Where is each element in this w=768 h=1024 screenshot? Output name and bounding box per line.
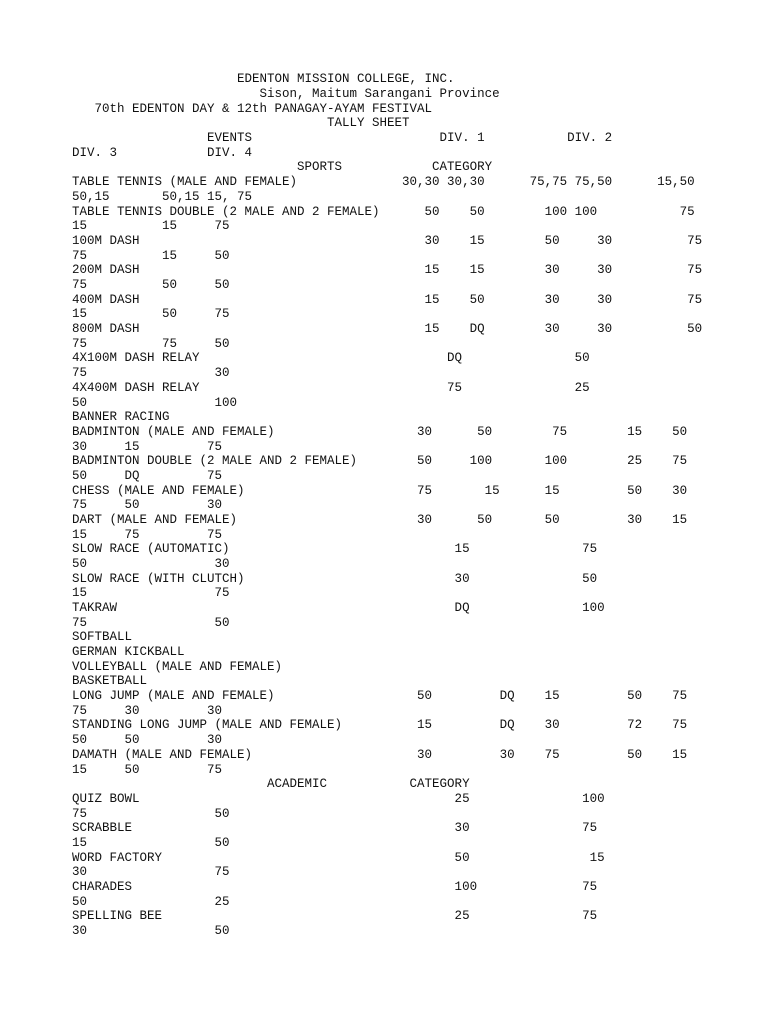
event-row-cont: 30 15 75 bbox=[72, 440, 223, 454]
event-row: WORD FACTORY 50 15 bbox=[72, 851, 605, 865]
event-row-cont: 15 75 bbox=[72, 586, 230, 600]
event-row-cont: 15 50 75 bbox=[72, 763, 223, 777]
event-row: SPELLING BEE 25 75 bbox=[72, 909, 598, 923]
column-header-row: EVENTS DIV. 1 DIV. 2 bbox=[72, 131, 613, 145]
event-row-cont: 50,15 50,15 15, 75 bbox=[72, 190, 253, 204]
event-row: 4X400M DASH RELAY 75 25 bbox=[72, 381, 590, 395]
event-row: SCRABBLE 30 75 bbox=[72, 821, 598, 835]
festival-title: 70th EDENTON DAY & 12th PANAGAY-AYAM FESTIVAL bbox=[72, 102, 433, 116]
event-row-cont: 75 50 50 bbox=[72, 278, 230, 292]
event-row-cont: 50 30 bbox=[72, 557, 230, 571]
event-row: DART (MALE AND FEMALE) 30 50 50 30 15 bbox=[72, 513, 688, 527]
event-row: CHESS (MALE AND FEMALE) 75 15 15 50 30 bbox=[72, 484, 688, 498]
sheet-title: TALLY SHEET bbox=[72, 116, 410, 130]
college-address: Sison, Maitum Sarangani Province bbox=[72, 87, 500, 101]
event-row: TABLE TENNIS (MALE AND FEMALE) 30,30 30,30 75,75 75,50 15,50 bbox=[72, 175, 695, 189]
event-row: VOLLEYBALL (MALE AND FEMALE) bbox=[72, 660, 283, 674]
event-row-cont: 15 75 75 bbox=[72, 528, 223, 542]
event-row: SLOW RACE (WITH CLUTCH) 30 50 bbox=[72, 572, 598, 586]
event-row-cont: 50 50 30 bbox=[72, 733, 223, 747]
college-name: EDENTON MISSION COLLEGE, INC. bbox=[72, 72, 455, 86]
event-row-cont: 15 50 bbox=[72, 836, 230, 850]
event-row: 400M DASH 15 50 30 30 75 bbox=[72, 293, 703, 307]
column-header-row-cont: DIV. 3 DIV. 4 bbox=[72, 146, 253, 160]
event-row: BASKETBALL bbox=[72, 674, 148, 688]
event-row-cont: 75 30 30 bbox=[72, 704, 223, 718]
event-row: DAMATH (MALE AND FEMALE) 30 30 75 50 15 bbox=[72, 748, 688, 762]
event-row-cont: 50 DQ 75 bbox=[72, 469, 223, 483]
event-row: TABLE TENNIS DOUBLE (2 MALE AND 2 FEMALE) 50 50 100 100 75 bbox=[72, 205, 695, 219]
event-row: STANDING LONG JUMP (MALE AND FEMALE) 15 DQ 30 72 75 bbox=[72, 718, 688, 732]
event-row-cont: 15 15 75 bbox=[72, 219, 230, 233]
event-row-cont: 75 50 bbox=[72, 807, 230, 821]
event-row-cont: 30 75 bbox=[72, 865, 230, 879]
event-row-cont: 15 50 75 bbox=[72, 307, 230, 321]
event-row-cont: 75 30 bbox=[72, 366, 230, 380]
event-row: 4X100M DASH RELAY DQ 50 bbox=[72, 351, 590, 365]
event-row-cont: 50 100 bbox=[72, 396, 238, 410]
event-row: QUIZ BOWL 25 100 bbox=[72, 792, 605, 806]
event-row: BADMINTON (MALE AND FEMALE) 30 50 75 15 50 bbox=[72, 425, 688, 439]
event-row: SOFTBALL bbox=[72, 630, 133, 644]
event-row: BANNER RACING bbox=[72, 410, 170, 424]
event-row-cont: 75 15 50 bbox=[72, 249, 230, 263]
event-row-cont: 30 50 bbox=[72, 924, 230, 938]
event-row: GERMAN KICKBALL bbox=[72, 645, 185, 659]
event-row-cont: 75 50 bbox=[72, 616, 230, 630]
event-row-cont: 75 50 30 bbox=[72, 498, 223, 512]
academic-category-heading: ACADEMIC CATEGORY bbox=[72, 777, 470, 791]
sports-category-heading: SPORTS CATEGORY bbox=[72, 160, 493, 174]
event-row: SLOW RACE (AUTOMATIC) 15 75 bbox=[72, 542, 598, 556]
event-row: 200M DASH 15 15 30 30 75 bbox=[72, 263, 703, 277]
event-row-cont: 75 75 50 bbox=[72, 337, 230, 351]
event-row: BADMINTON DOUBLE (2 MALE AND 2 FEMALE) 50 100 100 25 75 bbox=[72, 454, 688, 468]
event-row: 100M DASH 30 15 50 30 75 bbox=[72, 234, 703, 248]
event-row-cont: 50 25 bbox=[72, 895, 230, 909]
event-row: CHARADES 100 75 bbox=[72, 880, 598, 894]
event-row: TAKRAW DQ 100 bbox=[72, 601, 605, 615]
event-row: 800M DASH 15 DQ 30 30 50 bbox=[72, 322, 703, 336]
event-row: LONG JUMP (MALE AND FEMALE) 50 DQ 15 50 75 bbox=[72, 689, 688, 703]
